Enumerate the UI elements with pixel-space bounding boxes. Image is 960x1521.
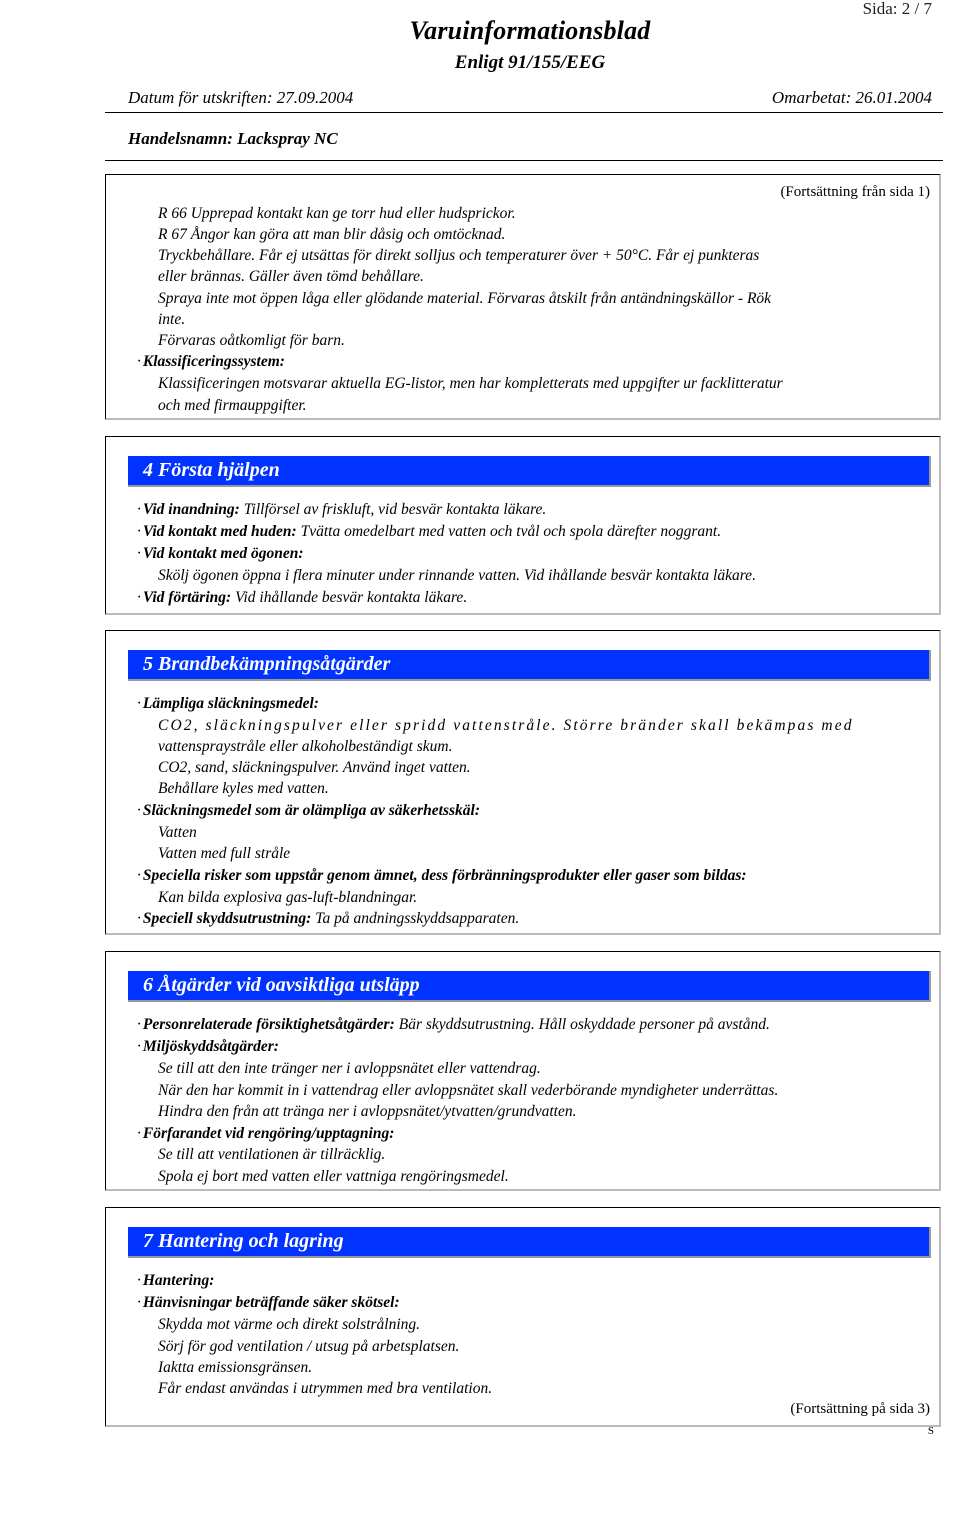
unsuitable-media-label: · Släckningsmedel som är olämpliga av säkerhetsskäl: bbox=[137, 802, 481, 819]
inhalation-item: · Vid inandning: Tillförsel av friskluft, vid besvär kontakta läkare. bbox=[137, 501, 547, 518]
section-3-line: Förvaras oåtkomligt för barn. bbox=[158, 332, 345, 349]
trade-name: Handelsnamn: Lackspray NC bbox=[128, 129, 338, 148]
eye-contact-text: Skölj ögonen öppna i flera minuter under rinnande vatten. Vid ihållande besvär kontakta läkare. bbox=[158, 567, 756, 584]
safe-handling-text: Får endast användas i utrymmen med bra ventilation. bbox=[158, 1380, 493, 1397]
unsuitable-media-text: Vatten bbox=[158, 824, 197, 841]
safe-handling-text: Skydda mot värme och direkt solstrålning. bbox=[158, 1316, 421, 1333]
classification-text: och med firmauppgifter. bbox=[158, 397, 307, 414]
continued-to: (Fortsättning på sida 3) bbox=[790, 1401, 930, 1417]
skin-contact-item: · Vid kontakt med huden: Tvätta omedelbart med vatten och tvål och spola därefter noggrant. bbox=[137, 523, 722, 540]
section-3-line: Spraya inte mot öppen låga eller glödande material. Förvaras åtskilt från antändningskällor - Rök bbox=[158, 290, 772, 307]
trade-rule bbox=[105, 160, 943, 161]
safe-handling-label: · Hänvisningar beträffande säker skötsel: bbox=[137, 1294, 400, 1311]
classification-label: · Klassificeringssystem: bbox=[137, 353, 285, 370]
personal-precautions-item: · Personrelaterade försiktighetsåtgärder: Bär skyddsutrustning. Håll oskyddade personer på avstånd. bbox=[137, 1016, 770, 1033]
ingestion-item: · Vid förtäring: Vid ihållande besvär kontakta läkare. bbox=[137, 589, 468, 606]
header-rule bbox=[105, 112, 943, 113]
section-3-line: Tryckbehållare. Får ej utsättas för direkt solljus och temperaturer över + 50°C. Får ej punkteras bbox=[158, 247, 760, 264]
protective-equipment-item: · Speciell skyddsutrustning: Ta på andningsskyddsapparaten. bbox=[137, 910, 520, 927]
environmental-label: · Miljöskyddsåtgärder: bbox=[137, 1038, 279, 1055]
suitable-media-text: CO2, släckningspulver eller spridd vattenstråle. Större bränder skall bekämpas med bbox=[158, 717, 854, 734]
environmental-text: När den har kommit in i vattendrag eller avloppsnätet skall vederbörande myndigheter underrättas. bbox=[158, 1082, 779, 1099]
suitable-media-text: Behållare kyles med vatten. bbox=[158, 780, 329, 797]
handling-label: · Hantering: bbox=[137, 1272, 215, 1289]
suitable-media-text: CO2, sand, släckningspulver. Använd inget vatten. bbox=[158, 759, 471, 776]
section-6-heading: 6 Åtgärder vid oavsiktliga utsläpp bbox=[128, 971, 931, 1002]
classification-text: Klassificeringen motsvarar aktuella EG-listor, men har kompletterats med uppgifter ur facklitteratur bbox=[158, 375, 783, 392]
page-number: Sida: 2 / 7 bbox=[862, 0, 932, 18]
eye-contact-label: · Vid kontakt med ögonen: bbox=[137, 545, 304, 562]
suitable-media-text: vattenspraystråle eller alkoholbeständigt skum. bbox=[158, 738, 453, 755]
section-3-line: inte. bbox=[158, 311, 186, 328]
print-date: Datum för utskriften: 27.09.2004 bbox=[128, 88, 354, 107]
environmental-text: Hindra den från att tränga ner i avloppsnätet/ytvatten/grundvatten. bbox=[158, 1103, 577, 1120]
section-4-heading: 4 Första hjälpen bbox=[128, 456, 931, 487]
section-7-heading: 7 Hantering och lagring bbox=[128, 1227, 931, 1258]
cleanup-label: · Förfarandet vid rengöring/upptagning: bbox=[137, 1125, 395, 1142]
document-subtitle: Enligt 91/155/EEG bbox=[454, 52, 606, 73]
section-5-heading: 5 Brandbekämpningsåtgärder bbox=[128, 650, 931, 681]
unsuitable-media-text: Vatten med full stråle bbox=[158, 845, 291, 862]
cleanup-text: Spola ej bort med vatten eller vattniga rengöringsmedel. bbox=[158, 1168, 509, 1185]
section-3-line: eller brännas. Gäller även tömd behållare. bbox=[158, 268, 424, 285]
page-mark: S bbox=[927, 1425, 934, 1437]
continued-from: (Fortsättning från sida 1) bbox=[780, 184, 930, 200]
suitable-media-label: · Lämpliga släckningsmedel: bbox=[137, 695, 319, 712]
safe-handling-text: Iaktta emissionsgränsen. bbox=[158, 1359, 313, 1376]
cleanup-text: Se till att ventilationen är tillräcklig. bbox=[158, 1146, 386, 1163]
special-hazards-label: · Speciella risker som uppstår genom ämnet, dess förbränningsprodukter eller gaser som bildas: bbox=[137, 867, 747, 884]
safe-handling-text: Sörj för god ventilation / utsug på arbetsplatsen. bbox=[158, 1338, 460, 1355]
environmental-text: Se till att den inte tränger ner i avloppsnätet eller vattendrag. bbox=[158, 1060, 541, 1077]
document-title: Varuinformationsblad bbox=[409, 16, 651, 45]
special-hazards-text: Kan bilda explosiva gas-luft-blandningar. bbox=[158, 889, 418, 906]
section-3-line: R 66 Upprepad kontakt kan ge torr hud eller hudsprickor. bbox=[158, 205, 516, 222]
section-3-line: R 67 Ångor kan göra att man blir dåsig och omtöcknad. bbox=[158, 226, 506, 243]
revised-date: Omarbetat: 26.01.2004 bbox=[771, 88, 932, 107]
